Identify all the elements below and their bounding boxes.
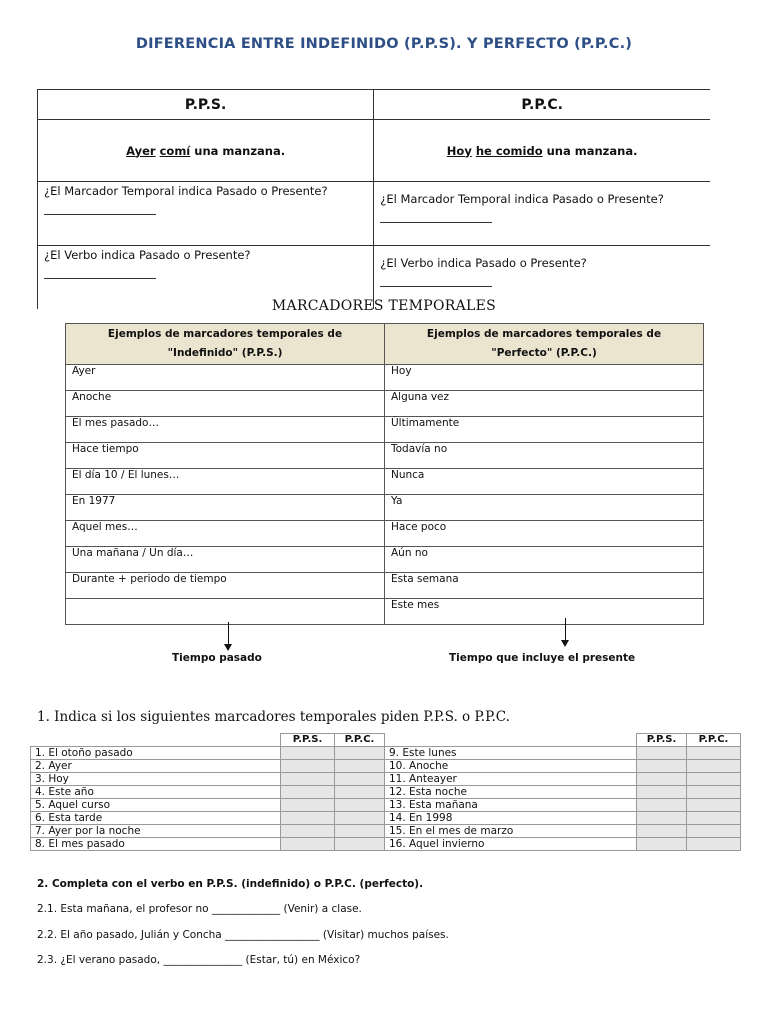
answer-line[interactable] — [44, 268, 156, 279]
exercise1-row — [31, 773, 741, 786]
question-marker-pps — [38, 182, 374, 246]
marker-left: El mes pasado… — [66, 417, 385, 443]
markers-row — [66, 391, 704, 417]
answer-box-ppc[interactable] — [687, 773, 741, 786]
answer-box-pps[interactable] — [637, 838, 687, 851]
exercise2-item: 2.1. Esta mañana, el profesor no _____________ (Venir) a clase. — [37, 903, 362, 915]
exercise1-header-ppc: P.P.C. — [335, 734, 385, 747]
markers-table — [65, 323, 704, 625]
question-verb-text: ¿El Verbo indica Pasado o Presente? — [44, 248, 251, 262]
markers-row — [66, 599, 704, 625]
exercise1-item: 1. El otoño pasado — [31, 747, 281, 760]
example-pps — [38, 120, 374, 182]
label-past-time: Tiempo pasado — [172, 652, 262, 664]
exercise1-item: 11. Anteayer — [385, 773, 637, 786]
exercise1-table — [30, 733, 741, 851]
marker-left: Ayer — [66, 365, 385, 391]
answer-box-pps[interactable] — [637, 825, 687, 838]
answer-box-pps[interactable] — [637, 747, 687, 760]
answer-box-pps[interactable] — [281, 838, 335, 851]
arrow-down-icon — [565, 618, 566, 642]
marker-left: En 1977 — [66, 495, 385, 521]
exercise1-item: 2. Ayer — [31, 760, 281, 773]
exercise1-row — [31, 812, 741, 825]
marker-right: Hace poco — [385, 521, 704, 547]
answer-box-ppc[interactable] — [335, 786, 385, 799]
markers-row — [66, 469, 704, 495]
question-marker-text: ¿El Marcador Temporal indica Pasado o Presente? — [44, 184, 328, 198]
exercise1-row — [31, 786, 741, 799]
question-verb-text: ¿El Verbo indica Pasado o Presente? — [380, 256, 587, 270]
header-pps: P.P.S. — [38, 90, 374, 120]
exercise1-title: 1. Indica si los siguientes marcadores temporales piden P.P.S. o P.P.C. — [37, 709, 510, 725]
markers-header-right — [385, 324, 704, 365]
comparison-table — [37, 89, 710, 309]
exercise1-row — [31, 747, 741, 760]
answer-box-ppc[interactable] — [335, 747, 385, 760]
markers-row — [66, 495, 704, 521]
marker-left: Anoche — [66, 391, 385, 417]
marker-right: Esta semana — [385, 573, 704, 599]
answer-box-ppc[interactable] — [335, 773, 385, 786]
exercise1-item: 9. Este lunes — [385, 747, 637, 760]
exercise1-item: 5. Aquel curso — [31, 799, 281, 812]
markers-row — [66, 547, 704, 573]
answer-box-ppc[interactable] — [687, 760, 741, 773]
label-present-time: Tiempo que incluye el presente — [449, 652, 636, 664]
markers-header-right-line2: "Perfecto" (P.P.C.) — [491, 347, 597, 359]
exercise1-item: 16. Aquel invierno — [385, 838, 637, 851]
marker-right: Ya — [385, 495, 704, 521]
answer-box-pps[interactable] — [637, 812, 687, 825]
answer-box-ppc[interactable] — [687, 747, 741, 760]
exercise1-row — [31, 825, 741, 838]
arrowhead-icon — [224, 644, 232, 651]
example-pps-rest: una manzana. — [190, 143, 286, 158]
answer-box-pps[interactable] — [281, 747, 335, 760]
exercise1-header-pps: P.P.S. — [637, 734, 687, 747]
page-title: DIFERENCIA ENTRE INDEFINIDO (P.P.S). Y PERFECTO (P.P.C.) — [135, 36, 633, 52]
exercise1-item: 3. Hoy — [31, 773, 281, 786]
answer-box-ppc[interactable] — [687, 838, 741, 851]
answer-line[interactable] — [44, 204, 156, 215]
arrowhead-icon — [561, 640, 569, 647]
answer-line[interactable] — [380, 212, 492, 223]
example-pps-marker: Ayer — [126, 143, 156, 158]
answer-box-ppc[interactable] — [687, 812, 741, 825]
question-marker-ppc — [374, 182, 710, 246]
answer-line[interactable] — [380, 276, 492, 287]
example-ppc-verb: he comido — [475, 143, 543, 158]
answer-box-pps[interactable] — [281, 825, 335, 838]
exercise1-item: 10. Anoche — [385, 760, 637, 773]
markers-row — [66, 573, 704, 599]
markers-row — [66, 443, 704, 469]
example-ppc — [374, 120, 710, 182]
exercise1-item: 6. Esta tarde — [31, 812, 281, 825]
marker-left — [66, 599, 385, 625]
exercise1-item: 13. Esta mañana — [385, 799, 637, 812]
marker-right: Últimamente — [385, 417, 704, 443]
exercise2-title: 2. Completa con el verbo en P.P.S. (indefinido) o P.P.C. (perfecto). — [37, 878, 424, 890]
exercise1-item: 12. Esta noche — [385, 786, 637, 799]
exercise1-item: 14. En 1998 — [385, 812, 637, 825]
exercise1-row — [31, 760, 741, 773]
exercise1-header-ppc: P.P.C. — [687, 734, 741, 747]
answer-box-pps[interactable] — [637, 786, 687, 799]
markers-row — [66, 417, 704, 443]
question-marker-text: ¿El Marcador Temporal indica Pasado o Presente? — [380, 192, 664, 206]
answer-box-pps[interactable] — [281, 799, 335, 812]
marker-left: Hace tiempo — [66, 443, 385, 469]
answer-box-ppc[interactable] — [335, 812, 385, 825]
marker-right: Este mes — [385, 599, 704, 625]
answer-box-pps[interactable] — [281, 786, 335, 799]
markers-title: MARCADORES TEMPORALES — [271, 298, 497, 314]
exercise2-item: 2.3. ¿El verano pasado, _______________ (Estar, tú) en México? — [37, 954, 361, 966]
marker-left: Una mañana / Un día… — [66, 547, 385, 573]
markers-row — [66, 365, 704, 391]
answer-box-pps[interactable] — [637, 799, 687, 812]
markers-header-left — [66, 324, 385, 365]
answer-box-ppc[interactable] — [687, 786, 741, 799]
answer-box-pps[interactable] — [637, 760, 687, 773]
marker-right: Nunca — [385, 469, 704, 495]
exercise1-item: 7. Ayer por la noche — [31, 825, 281, 838]
answer-box-ppc[interactable] — [687, 825, 741, 838]
exercise1-row — [31, 838, 741, 851]
answer-box-ppc[interactable] — [335, 838, 385, 851]
answer-box-ppc[interactable] — [335, 799, 385, 812]
header-ppc: P.P.C. — [374, 90, 710, 120]
example-pps-verb: comí — [159, 143, 191, 158]
answer-box-ppc[interactable] — [687, 799, 741, 812]
answer-box-pps[interactable] — [637, 773, 687, 786]
markers-header-left-line2: "Indefinido" (P.P.S.) — [167, 347, 283, 359]
example-ppc-rest: una manzana. — [542, 143, 638, 158]
answer-box-ppc[interactable] — [335, 760, 385, 773]
markers-header-right-line1: Ejemplos de marcadores temporales de — [426, 328, 662, 340]
marker-left: Durante + periodo de tiempo — [66, 573, 385, 599]
markers-row — [66, 521, 704, 547]
example-ppc-marker: Hoy — [446, 143, 472, 158]
answer-box-pps[interactable] — [281, 773, 335, 786]
marker-right: Todavía no — [385, 443, 704, 469]
exercise1-item: 15. En el mes de marzo — [385, 825, 637, 838]
arrow-down-icon — [228, 622, 229, 646]
answer-box-pps[interactable] — [281, 812, 335, 825]
answer-box-ppc[interactable] — [335, 825, 385, 838]
exercise2-item: 2.2. El año pasado, Julián y Concha __________________ (Visitar) muchos países. — [37, 929, 449, 941]
marker-left: Aquel mes… — [66, 521, 385, 547]
exercise1-item: 8. El mes pasado — [31, 838, 281, 851]
exercise1-item: 4. Este año — [31, 786, 281, 799]
marker-right: Aún no — [385, 547, 704, 573]
exercise1-header-blank — [31, 734, 281, 747]
marker-right: Alguna vez — [385, 391, 704, 417]
exercise1-row — [31, 799, 741, 812]
answer-box-pps[interactable] — [281, 760, 335, 773]
marker-left: El día 10 / El lunes… — [66, 469, 385, 495]
marker-right: Hoy — [385, 365, 704, 391]
markers-header-left-line1: Ejemplos de marcadores temporales de — [107, 328, 343, 340]
exercise1-header-pps: P.P.S. — [281, 734, 335, 747]
exercise1-header-blank — [385, 734, 637, 747]
